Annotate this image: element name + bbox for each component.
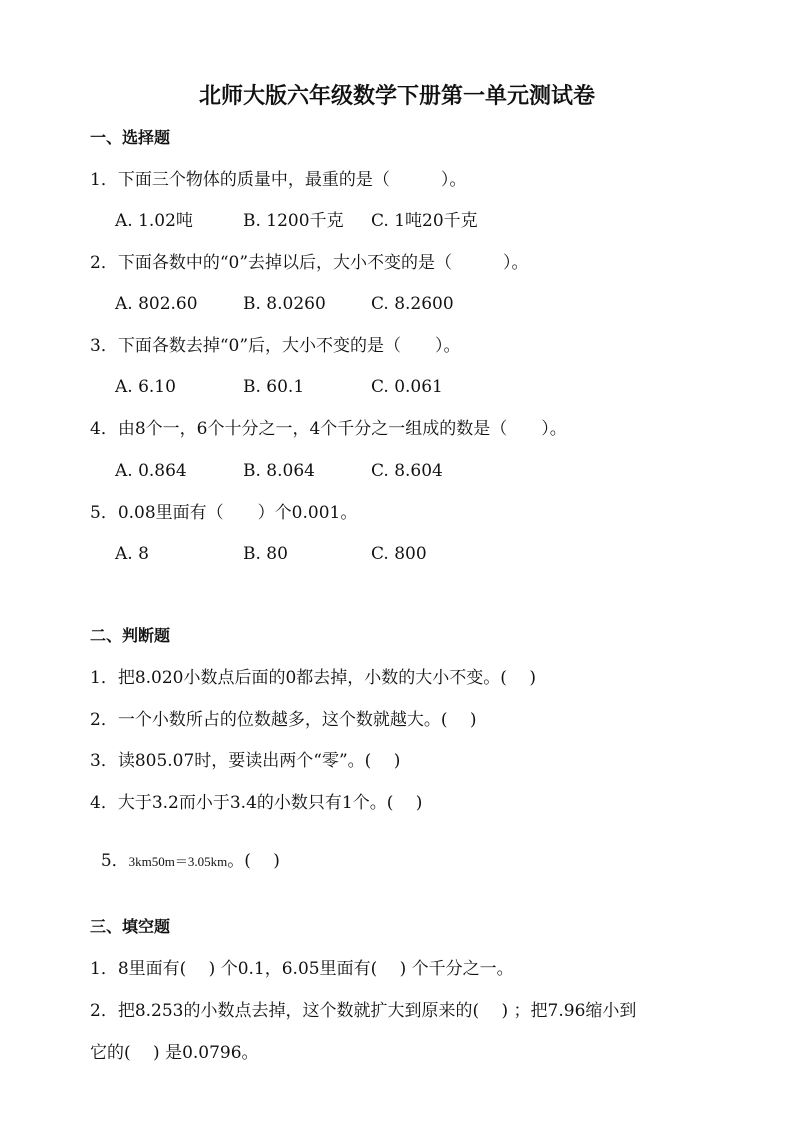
question-text <box>90 836 280 870</box>
question-text: 1．8里面有( ) 个0.1，6.05里面有( ) 个千分之一。 <box>90 959 514 979</box>
question-text: 它的( ) 是0.0796。 <box>90 1043 259 1063</box>
option-c: C. 8.604 <box>371 461 443 481</box>
option-c: C. 8.2600 <box>371 294 454 314</box>
option-a: A. 6.10 <box>115 377 176 397</box>
section-heading-fill: 三、填空题 <box>90 917 171 936</box>
question-number: 5． <box>100 851 129 871</box>
section-heading-choice: 一、选择题 <box>90 128 171 147</box>
section-heading-judge: 二、判断题 <box>90 626 171 645</box>
option-a: A. 802.60 <box>115 294 198 314</box>
option-a: A. 0.864 <box>115 461 187 481</box>
option-b: B. 8.064 <box>243 461 315 481</box>
question-text: 4．由8个一，6个十分之一，4个千分之一组成的数是（ ）。 <box>90 419 567 439</box>
option-c: C. 1吨20千克 <box>371 211 478 231</box>
option-b: B. 1200千克 <box>243 211 344 231</box>
question-blank: 。( ) <box>227 851 280 871</box>
option-a: A. 1.02吨 <box>115 211 193 231</box>
question-text: 2．把8.253的小数点去掉，这个数就扩大到原来的( ) ；把7.96缩小到 <box>90 1001 637 1021</box>
page-title: 北师大版六年级数学下册第一单元测试卷 <box>198 84 595 109</box>
option-a: A. 8 <box>115 544 149 564</box>
formula: 3km50m＝3.05km <box>128 854 228 869</box>
question-text: 1．把8.020小数点后面的0都去掉，小数的大小不变。( ) <box>90 668 536 688</box>
question-text: 5．0.08里面有（ ）个0.001。 <box>90 503 358 523</box>
option-b: B. 80 <box>243 544 288 564</box>
question-text: 2．下面各数中的“0”去掉以后，大小不变的是（ ）。 <box>90 253 529 273</box>
option-b: B. 60.1 <box>243 377 305 397</box>
question-text: 3．读805.07时，要读出两个“零”。( ) <box>90 751 401 771</box>
option-c: C. 0.061 <box>371 377 443 397</box>
option-c: C. 800 <box>371 544 427 564</box>
question-text: 3．下面各数去掉“0”后，大小不变的是（ ）。 <box>90 336 461 356</box>
option-b: B. 8.0260 <box>243 294 326 314</box>
question-text: 2．一个小数所占的位数越多，这个数就越大。( ) <box>90 710 477 730</box>
question-text: 4．大于3.2而小于3.4的小数只有1个。( ) <box>90 793 423 813</box>
question-text: 1．下面三个物体的质量中，最重的是（ ）。 <box>90 170 467 190</box>
